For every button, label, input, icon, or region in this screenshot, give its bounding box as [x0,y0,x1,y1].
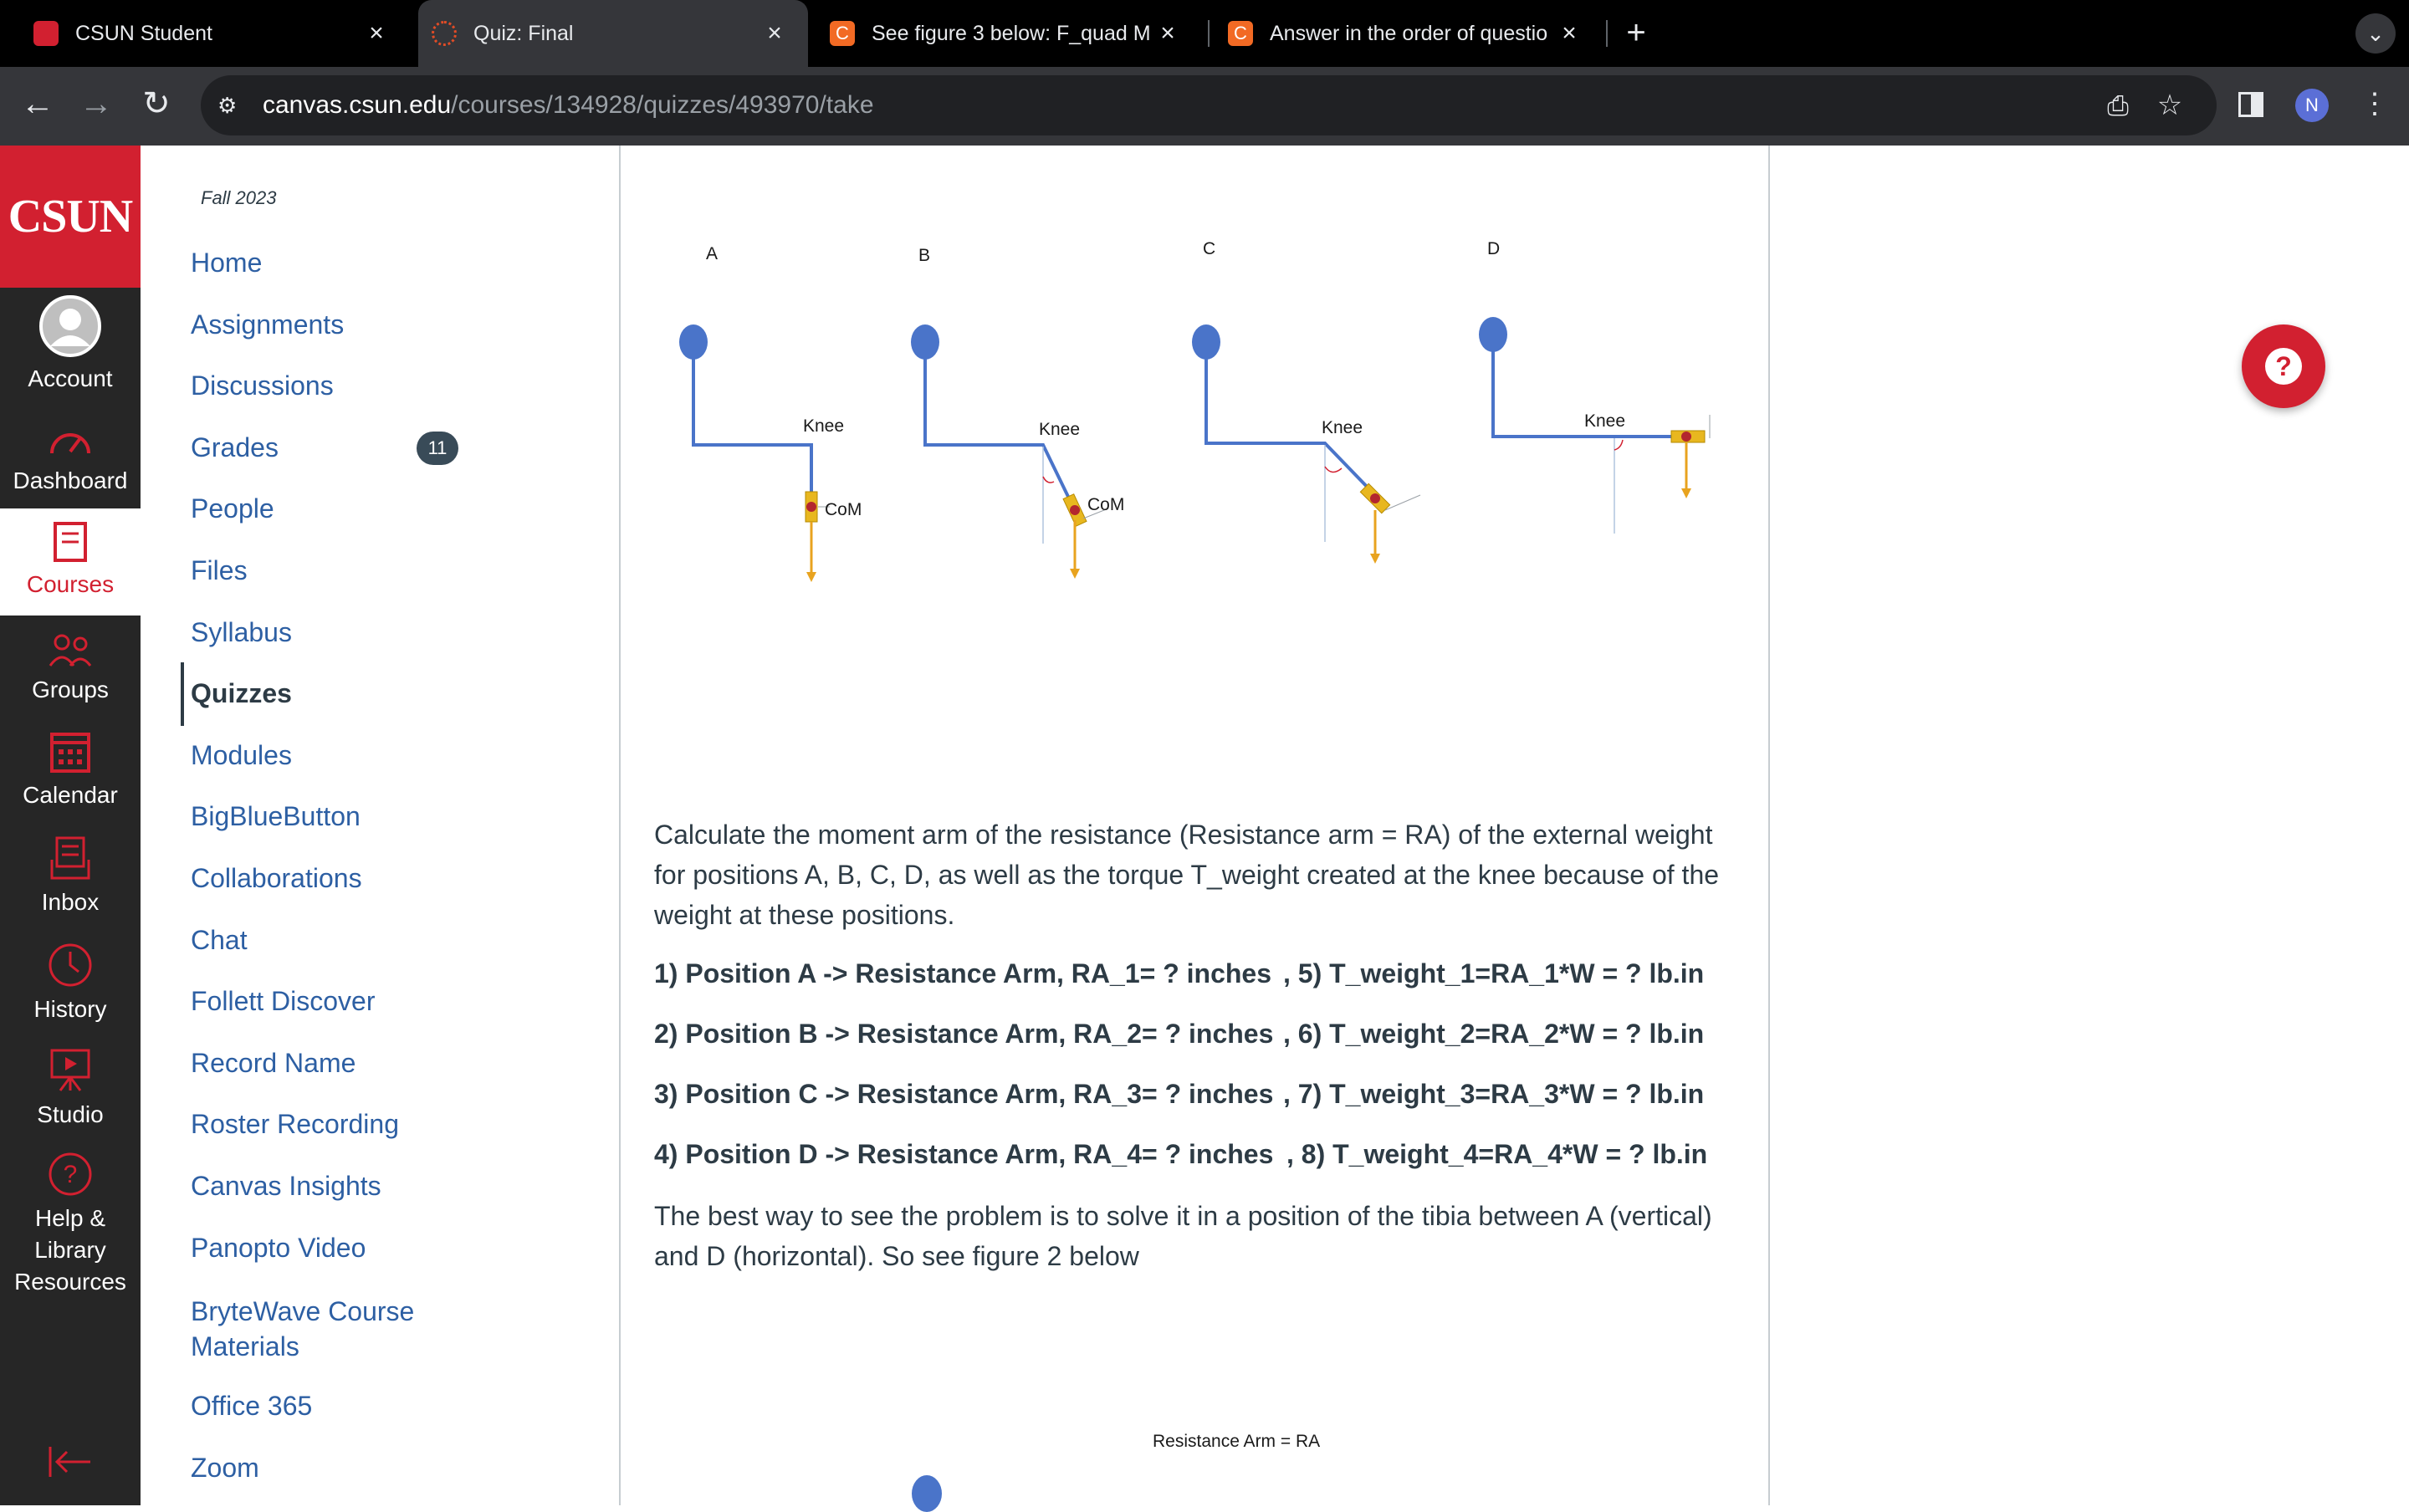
tab-csun-student[interactable] [0,0,410,67]
dashboard-icon [47,423,94,460]
content-border-right [1768,146,1770,1505]
course-nav-syllabus[interactable]: Syllabus [191,617,292,647]
course-nav-chat[interactable]: Chat [191,925,248,955]
grades-count-badge: 11 [417,432,458,465]
nav-label: Calendar [23,782,118,808]
nav-label: Groups [32,677,109,702]
panel-label-c: C [1203,239,1216,258]
close-icon[interactable]: × [767,19,782,47]
close-icon[interactable]: × [1562,19,1577,47]
question-item-3: 3) Position C -> Resistance Arm, RA_3= ? inches [654,1079,1274,1109]
nav-inbox[interactable] [0,835,141,918]
figure2-label: Resistance Arm = RA [1153,1432,1321,1451]
chegg-favicon-icon: C [830,21,855,46]
nav-label: Courses [26,571,115,597]
term-label: Fall 2023 [201,187,277,208]
question-item-2: 2) Position B -> Resistance Arm, RA_2= ? inches [654,1019,1274,1049]
url-path: /courses/134928/quizzes/493970/take [451,91,874,119]
course-nav-follett-discover[interactable]: Follett Discover [191,986,376,1016]
calendar-icon [49,728,92,774]
inbox-icon [49,835,92,881]
question-item-6: , 6) T_weight_2=RA_2*W = ? lb.in [1283,1019,1705,1049]
back-arrow-icon[interactable]: ← [21,85,54,122]
panel-b-leg [911,324,1124,579]
course-nav-zoom[interactable]: Zoom [191,1453,259,1483]
tab-quiz-final[interactable] [418,0,808,67]
panel-label-d: D [1487,239,1501,258]
question-note: The best way to see the problem is to solve it in a position of the tibia between A (vertical) and D (horizontal). So see figure 2 below [654,1201,1712,1271]
nav-label: Account [28,365,113,391]
course-nav-roster-recording[interactable]: Roster Recording [191,1109,399,1139]
course-nav-record-name[interactable]: Record Name [191,1048,356,1078]
question-item-1: 1) Position A -> Resistance Arm, RA_1= ? inches [654,958,1271,988]
profile-avatar[interactable]: N [2295,89,2329,122]
csun-favicon-icon [33,21,59,46]
nav-account[interactable] [0,294,141,395]
course-nav-home[interactable]: Home [191,248,263,278]
panel-a-leg [679,324,862,582]
course-nav-collaborations[interactable]: Collaborations [191,863,362,893]
new-tab-button[interactable]: + [1626,14,1646,51]
nav-label: Studio [37,1101,104,1127]
tab-label: See figure 3 below: F_quad M [872,21,1151,45]
nav-label: History [33,996,107,1022]
canvas-favicon-icon [432,21,457,46]
knee-positions-figure [636,226,1723,610]
csun-logo[interactable]: CSUN [0,146,141,288]
tab-label: Answer in the order of questio [1270,21,1548,45]
nav-label: Dashboard [13,467,128,493]
panel-label-a: A [706,244,719,263]
panel-label-b: B [918,246,931,265]
tab-see-figure[interactable] [808,0,1201,67]
url-domain: canvas.csun.edu [263,91,452,119]
com-label: CoM [1087,495,1125,514]
groups-icon [47,632,94,669]
address-bar[interactable] [201,75,2217,135]
course-nav-panopto-video[interactable]: Panopto Video [191,1233,366,1263]
tab-label: Quiz: Final [473,21,574,45]
site-info-tune-icon[interactable]: ⚙ [217,93,238,118]
install-app-icon[interactable]: ⎙ [2107,90,2129,120]
course-nav-office-365[interactable]: Office 365 [191,1391,313,1421]
courses-icon [50,520,90,564]
panel-d-leg [1479,317,1710,534]
tab-divider [1606,20,1608,47]
bookmark-star-icon[interactable]: ☆ [2156,89,2183,121]
nav-courses[interactable] [0,520,141,600]
nav-label: Help & Library Resources [14,1205,126,1295]
avatar-icon [38,294,102,358]
chegg-favicon-icon: C [1228,21,1253,46]
help-icon [47,1151,94,1198]
figure2-hip-joint [912,1475,942,1512]
nav-history[interactable] [0,942,141,1025]
svg-text:?: ? [63,1161,78,1188]
course-nav-people[interactable]: People [191,493,274,524]
browser-menu-kebab-icon[interactable]: ⋮ [2360,88,2389,120]
course-nav-files[interactable]: Files [191,555,248,585]
course-nav-discussions[interactable]: Discussions [191,370,334,401]
active-nav-indicator [181,662,184,726]
content-border-left [619,146,621,1505]
course-nav-quizzes[interactable]: Quizzes [191,678,292,708]
browser-tab-strip [0,0,2409,67]
collapse-nav-icon[interactable] [47,1445,94,1479]
knee-label: Knee [1322,418,1363,437]
nav-help[interactable] [0,1151,141,1298]
question-intro: Calculate the moment arm of the resistance (Resistance arm = RA) of the external weight for positions A, B, C, D, as well as the torque T_weight created at the knee because of the weight at these positions. [654,820,1720,930]
question-item-7: , 7) T_weight_3=RA_3*W = ? lb.in [1283,1079,1705,1109]
svg-text:?: ? [2275,351,2292,381]
question-mark-icon [2242,324,2325,408]
forward-arrow-icon[interactable]: → [79,85,113,122]
question-item-8: , 8) T_weight_4=RA_4*W = ? lb.in [1286,1139,1708,1169]
course-nav-brytewave[interactable]: BryteWave Course Materials [191,1296,415,1361]
url-text[interactable] [263,89,874,122]
help-button[interactable] [2242,324,2325,408]
nav-dashboard[interactable] [0,423,141,497]
course-nav-canvas-insights[interactable]: Canvas Insights [191,1171,381,1201]
close-icon[interactable]: × [1160,19,1175,47]
question-item-4: 4) Position D -> Resistance Arm, RA_4= ? inches [654,1139,1274,1169]
nav-studio[interactable] [0,1047,141,1131]
knee-label: Knee [1039,420,1081,439]
history-icon [47,942,94,988]
nav-calendar[interactable] [0,728,141,811]
course-nav-grades[interactable]: Grades [191,432,279,462]
studio-icon [49,1047,92,1094]
close-icon[interactable]: × [369,19,384,47]
reload-icon[interactable]: ↻ [142,85,171,122]
knee-label: Knee [803,416,845,436]
knee-label: Knee [1584,411,1626,431]
course-nav-assignments[interactable]: Assignments [191,309,345,340]
side-panel-icon[interactable] [2238,92,2263,117]
com-label: CoM [825,500,862,519]
question-item-5: , 5) T_weight_1=RA_1*W = ? lb.in [1283,958,1705,988]
course-nav-modules[interactable]: Modules [191,740,292,770]
tab-search-chevron-down-icon[interactable]: ⌄ [2355,13,2396,54]
tab-label: CSUN Student [75,21,212,45]
nav-label: Inbox [41,889,100,915]
course-nav-bigbluebutton[interactable]: BigBlueButton [191,801,361,831]
tab-answer-order[interactable] [1210,0,1603,67]
panel-c-leg [1192,324,1420,564]
nav-groups[interactable] [0,632,141,706]
